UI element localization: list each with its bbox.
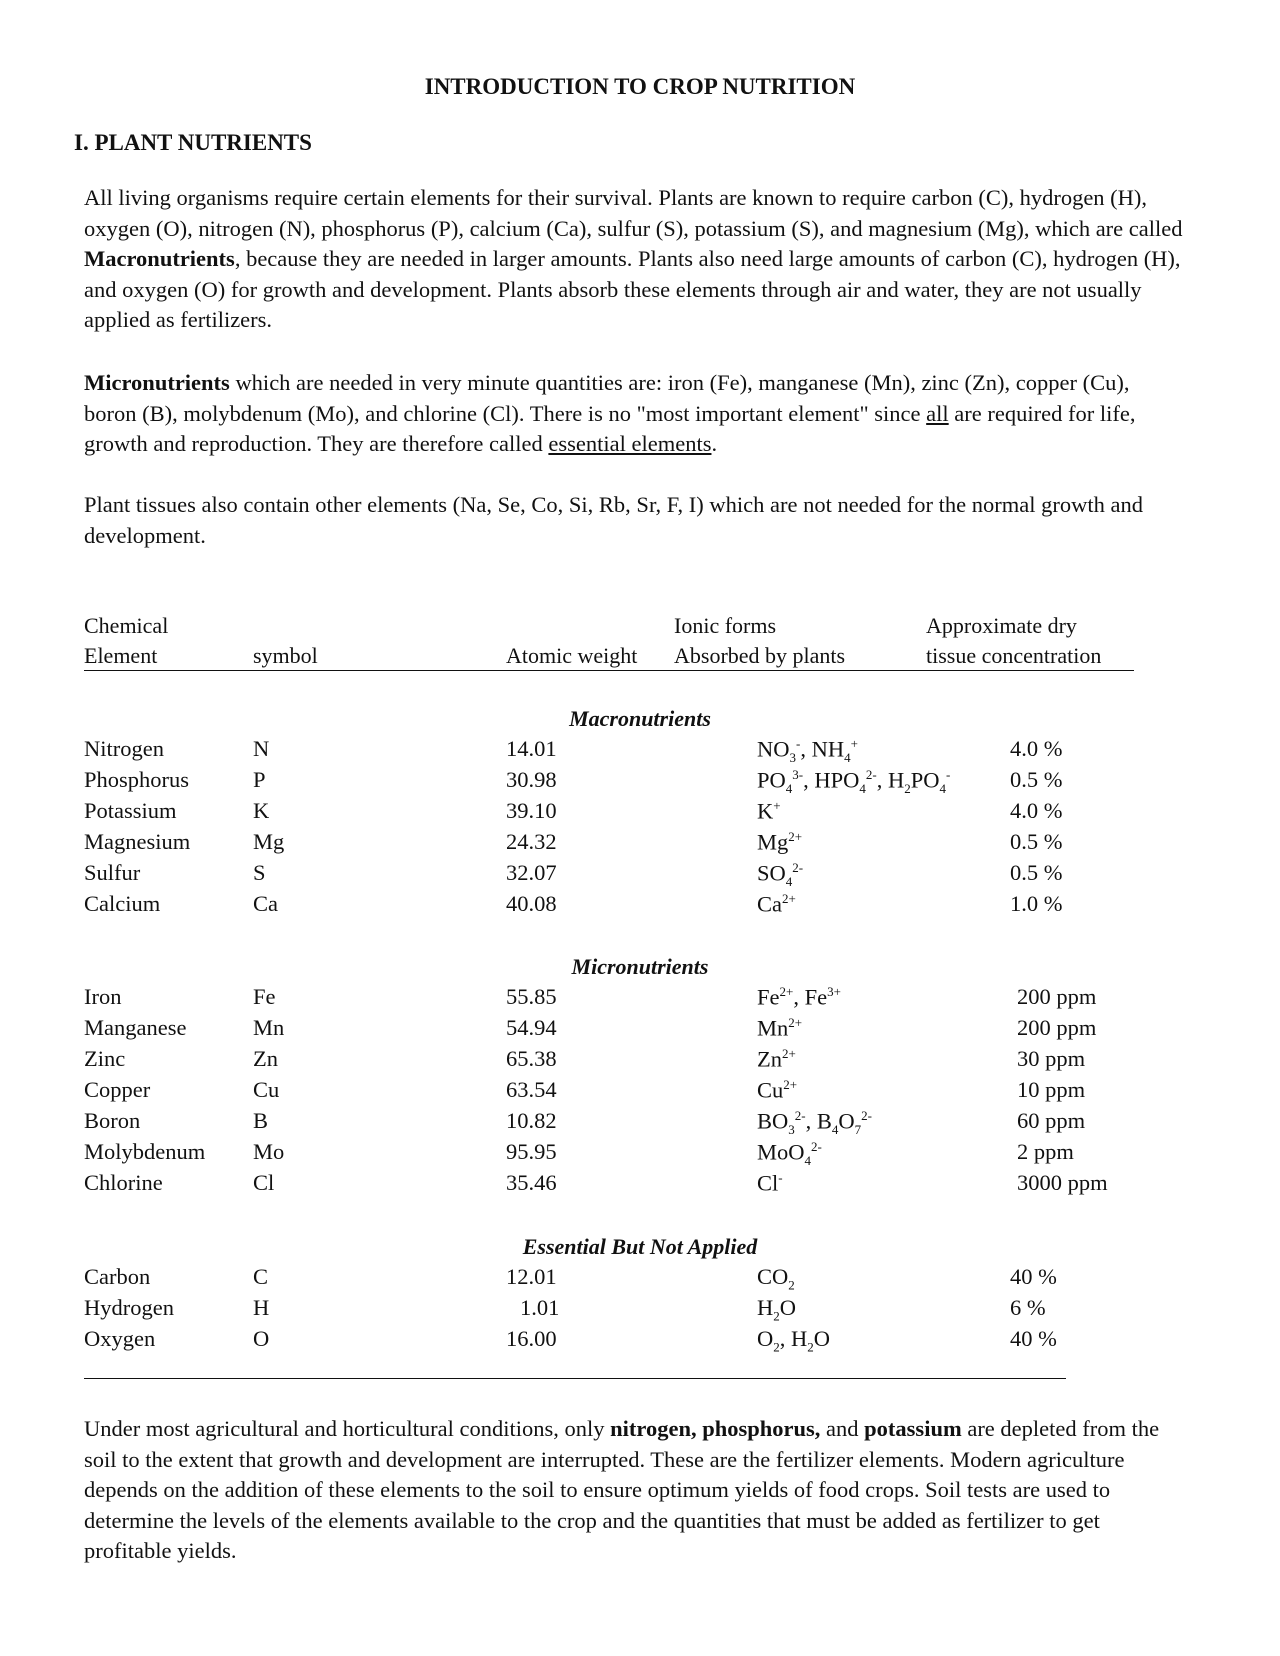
cell-weight: 39.10 <box>506 798 557 823</box>
page-title: INTRODUCTION TO CROP NUTRITION <box>424 74 856 99</box>
cell-ionic-form: $BO_3^{2-}$, $B_4O_7^{2-}$ <box>757 1108 872 1137</box>
cell-element: Phosphorus <box>84 767 190 792</box>
cell-element: Calcium <box>84 891 161 916</box>
cell-concentration: 1.0 % <box>1010 891 1063 916</box>
cell-concentration: 3000 ppm <box>1017 1170 1108 1195</box>
cell-weight: 35.46 <box>506 1170 557 1195</box>
cell-symbol: Ca <box>253 891 278 916</box>
cell-concentration: 30 ppm <box>1017 1046 1086 1071</box>
cell-concentration: 40 % <box>1010 1264 1057 1289</box>
cell-symbol: P <box>253 767 266 792</box>
cell-concentration: 6 % <box>1010 1295 1046 1320</box>
cell-concentration: 0.5 % <box>1010 829 1063 854</box>
cell-concentration: 200 ppm <box>1017 984 1097 1009</box>
cell-ionic-form: $Ca^{2+}$ <box>757 891 796 917</box>
cell-element: Sulfur <box>84 860 141 885</box>
cell-symbol: Mg <box>253 829 285 854</box>
table-bottom-rule <box>84 1378 1066 1379</box>
cell-concentration: 200 ppm <box>1017 1015 1097 1040</box>
cell-concentration: 4.0 % <box>1010 798 1063 823</box>
header-element-l2: Element <box>84 643 158 668</box>
header-rule <box>84 670 1134 671</box>
cell-symbol: N <box>253 736 270 761</box>
cell-ionic-form: $CO_2$ <box>757 1264 795 1293</box>
table-row <box>0 1015 1280 1045</box>
cell-weight: 16.00 <box>506 1326 557 1351</box>
cell-element: Oxygen <box>84 1326 156 1351</box>
cell-ionic-form: $Mg^{2+}$ <box>757 829 803 855</box>
cell-ionic-form: $O_2$, $H_2O$ <box>757 1326 830 1355</box>
header-conc-l2: tissue concentration <box>926 643 1102 668</box>
cell-ionic-form: $PO_4^{3-}$, $HPO_4^{2-}$, $H_2PO_4^-$ <box>757 767 951 796</box>
header-symbol: symbol <box>253 643 318 668</box>
cell-element: Molybdenum <box>84 1139 206 1164</box>
group-title-essential-not-applied: Essential But Not Applied <box>522 1234 758 1259</box>
cell-concentration: 40 % <box>1010 1326 1057 1351</box>
table-row <box>0 1046 1280 1076</box>
table-row <box>0 1326 1280 1356</box>
cell-symbol: Zn <box>253 1046 278 1071</box>
cell-ionic-form: $Mn^{2+}$ <box>757 1015 803 1041</box>
cell-element: Carbon <box>84 1264 151 1289</box>
paragraph-micronutrients: Micronutrients which are needed in very minute quantities are: iron (Fe), manganese (Mn), zinc (Zn), copper (Cu), boron (B), molybdenum (Mo), and chlorine (Cl). There is no "most important element" since all are required for life, growth and reproduction. They are therefore called essential elements. <box>84 370 1136 456</box>
table-row <box>0 984 1280 1014</box>
cell-ionic-form: $SO_4^{2-}$ <box>757 860 804 889</box>
cell-ionic-form: $Fe^{2+}$, $Fe^{3+}$ <box>757 984 841 1010</box>
cell-ionic-form: K+ <box>757 798 781 824</box>
section-heading: I. PLANT NUTRIENTS <box>74 130 312 155</box>
header-conc-l1: Approximate dry <box>926 613 1077 638</box>
paragraph-fertilizer-elements: Under most agricultural and horticultural conditions, only nitrogen, phosphorus, and potassium are depleted from the soil to the extent that growth and development are interrupted. These are the fertilizer elements. Modern agriculture depends on the addition of these elements to the soil to ensure optimum yields of food crops. Soil tests are used to determine the levels of the elements available to the crop and the quantities that must be added as fertilizer to get profitable yields. <box>84 1416 1160 1563</box>
cell-weight: 30.98 <box>506 767 557 792</box>
cell-symbol: Cu <box>253 1077 280 1102</box>
cell-ionic-form: $Cu^{2+}$ <box>757 1077 798 1103</box>
cell-element: Manganese <box>84 1015 187 1040</box>
cell-element: Hydrogen <box>84 1295 174 1320</box>
cell-weight: 12.01 <box>506 1264 557 1289</box>
cell-weight: 14.01 <box>506 736 557 761</box>
header-ionic-l2: Absorbed by plants <box>674 643 846 668</box>
cell-symbol: Fe <box>253 984 276 1009</box>
cell-weight: 32.07 <box>506 860 557 885</box>
table-row <box>0 1108 1280 1138</box>
cell-concentration: 4.0 % <box>1010 736 1063 761</box>
table-row <box>0 1170 1280 1200</box>
cell-weight: 24.32 <box>506 829 557 854</box>
header-element-l1: Chemical <box>84 613 169 638</box>
cell-symbol: H <box>253 1295 270 1320</box>
cell-element: Iron <box>84 984 122 1009</box>
cell-weight: 10.82 <box>506 1108 557 1133</box>
table-row <box>0 798 1280 828</box>
cell-ionic-form: MoO$_4^{2-}$ <box>757 1139 822 1168</box>
cell-symbol: Mn <box>253 1015 285 1040</box>
table-row <box>0 1264 1280 1294</box>
cell-element: Zinc <box>84 1046 126 1071</box>
cell-element: Magnesium <box>84 829 191 854</box>
cell-ionic-form: $Zn^{2+}$ <box>757 1046 796 1072</box>
cell-ionic-form: $NO_3^-$, $NH_4^+$ <box>757 736 858 765</box>
group-title-macronutrients: Macronutrients <box>569 706 711 731</box>
table-row <box>0 891 1280 921</box>
cell-concentration: 60 ppm <box>1017 1108 1086 1133</box>
cell-concentration: 0.5 % <box>1010 767 1063 792</box>
table-row <box>0 829 1280 859</box>
table-row <box>0 736 1280 766</box>
table-row <box>0 767 1280 797</box>
cell-weight: 55.85 <box>506 984 557 1009</box>
table-row <box>0 1295 1280 1325</box>
cell-element: Nitrogen <box>84 736 164 761</box>
cell-concentration: 2 ppm <box>1017 1139 1074 1164</box>
cell-element: Boron <box>84 1108 141 1133</box>
cell-symbol: S <box>253 860 266 885</box>
header-atomic-weight: Atomic weight <box>506 643 638 668</box>
cell-ionic-form: $H_2O$ <box>757 1295 796 1324</box>
cell-weight: 65.38 <box>506 1046 557 1071</box>
cell-symbol: K <box>253 798 270 823</box>
cell-weight: 95.95 <box>506 1139 557 1164</box>
cell-element: Copper <box>84 1077 151 1102</box>
cell-element: Potassium <box>84 798 177 823</box>
cell-concentration: 0.5 % <box>1010 860 1063 885</box>
cell-weight: 1.01 <box>520 1295 560 1320</box>
cell-weight: 63.54 <box>506 1077 557 1102</box>
cell-symbol: Mo <box>253 1139 285 1164</box>
cell-symbol: B <box>253 1108 269 1133</box>
cell-element: Chlorine <box>84 1170 163 1195</box>
cell-symbol: C <box>253 1264 269 1289</box>
table-row <box>0 1139 1280 1169</box>
paragraph-other-elements: Plant tissues also contain other elements (Na, Se, Co, Si, Rb, Sr, F, I) which are not needed for the normal growth and development. <box>84 492 1143 548</box>
paragraph-macronutrients: All living organisms require certain elements for their survival. Plants are known to require carbon (C), hydrogen (H), oxygen (O), nitrogen (N), phosphorus (P), calcium (Ca), sulfur (S), potassium (S), and magnesium (Mg), which are called Macronutrients, because they are needed in larger amounts. Plants also need large amounts of carbon (C), hydrogen (H), and oxygen (O) for growth and development. Plants absorb these elements through air and water, they are not usually applied as fertilizers. <box>84 185 1183 332</box>
cell-concentration: 10 ppm <box>1017 1077 1086 1102</box>
cell-symbol: O <box>253 1326 270 1351</box>
cell-weight: 40.08 <box>506 891 557 916</box>
header-ionic-l1: Ionic forms <box>674 613 777 638</box>
table-row <box>0 1077 1280 1107</box>
cell-ionic-form: Cl- <box>757 1170 783 1196</box>
group-title-micronutrients: Micronutrients <box>571 954 709 979</box>
table-row <box>0 860 1280 890</box>
cell-weight: 54.94 <box>506 1015 557 1040</box>
cell-symbol: Cl <box>253 1170 275 1195</box>
